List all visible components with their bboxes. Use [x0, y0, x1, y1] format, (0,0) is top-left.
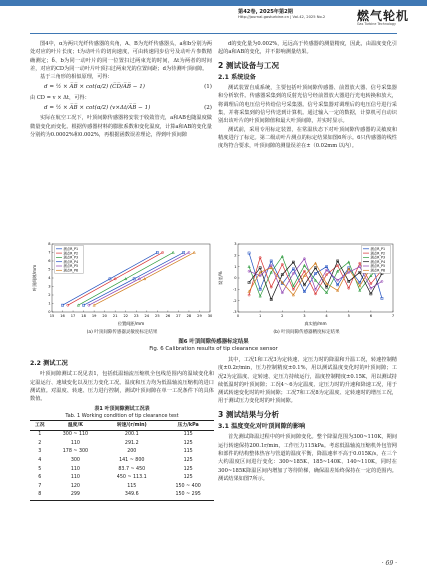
equation-number: (1): [204, 84, 212, 91]
subcaption-a: (a) 叶顶间隙传感器灵敏度标定结果: [86, 330, 158, 335]
table-cell: 150 ~ 295: [162, 491, 214, 500]
equation-number: (2): [204, 105, 212, 112]
legend-label: 测点R_P4: [63, 259, 79, 264]
paragraph: 基于三角形的相似原理，可得：: [40, 74, 113, 81]
x-tick-label: 30: [207, 314, 213, 318]
legend-label: 测点R_P6: [370, 268, 386, 273]
table-cell: 300: [70, 458, 80, 463]
subsection-heading: 2.2 测试工况: [30, 360, 68, 367]
table-cell: 200: [127, 449, 137, 455]
x-tick-label: 29: [197, 314, 202, 318]
legend-label: 测点R_P4: [370, 259, 386, 264]
journal-logo: 燃气轮机: [357, 9, 410, 23]
table-header: 温度/K: [50, 421, 102, 431]
table-cell: 349.6: [101, 491, 162, 500]
header-band: [0, 0, 427, 6]
table-cell: 125: [183, 458, 193, 463]
x-tick-label: 26: [165, 314, 171, 318]
table-row: [30, 465, 214, 474]
table-cell: 2: [38, 440, 42, 446]
y-tick-label: 0: [48, 310, 51, 315]
table-cell: 125: [183, 466, 193, 472]
x-tick-label: 17: [70, 314, 76, 318]
table-row: [30, 431, 214, 440]
data-point: [172, 251, 174, 253]
x-tick-label: 5: [347, 314, 350, 318]
left-column-top: [30, 40, 212, 139]
table-cell: 291.2: [124, 440, 139, 446]
table-row: [30, 483, 214, 492]
table-cell: 125: [183, 440, 193, 446]
paragraph: 测试前，采用专用标定装置，在常温状态下对叶顶间隙传感器的灵敏度和精度进行了标定。第二级动叶片测点的标定结果如图6所示。6只传感器的线性度均符合要求，叶顶间隙的测量误差在±（0.02mm 以内）。: [218, 126, 397, 150]
paragraph: 图4中，α为两只光纤传感器的夹角，A、B为光纤传感器头，a和b分别为两处对应的叶片长度；t为动叶片的切向速度，可由转速同步信号及动叶片参数精确测定；δ、b为同一动叶片的同一位置扫过两束光的时间，Δt为两者的时间差，对应的CD为同一动叶片叶顶扫过两束光的位置间距；d为待测叶顶间隙。: [30, 41, 212, 72]
x-tick-label: 18: [81, 314, 86, 318]
table-cell: 120: [70, 483, 80, 489]
table-cell: 110: [70, 466, 80, 472]
paragraph: 测试装置自成系统，主要包括叶顶间隙传感器、前置放大器、信号采集器和分析软件。传感器采集到的反射光信号经前置放大器进行光电转换和放大，将调理后的电压信号传给信号采集器。信号采集器对调理后的电压信号进行采集，并将采集到的信号传送到计算机。通过输入一定的数据，计算机可自动识别出该叶片的叶顶间隙值和最大叶顶间隙，并实时显示。: [218, 85, 397, 125]
series-line: [84, 253, 184, 306]
figure-caption: [30, 339, 397, 353]
table-cell: 110: [70, 440, 80, 446]
x-tick-label: 4: [325, 314, 328, 318]
paragraph: 由 CD = v × Δt，可得：: [30, 94, 90, 101]
y-tick-label: 8: [48, 242, 51, 247]
legend-label: 测点R_P5: [63, 264, 79, 269]
table-cell: 4: [38, 458, 42, 463]
legend-label: 测点R_P2: [63, 251, 79, 256]
legend-label: 测点R_P5: [370, 264, 386, 269]
journal-header: [0, 0, 427, 34]
table-cell: 150 ~ 400: [175, 483, 201, 489]
y-tick-label: -1: [232, 287, 237, 292]
right-column-bottom: [218, 356, 397, 483]
table-row: [30, 457, 214, 466]
y-tick-label: 0: [234, 276, 237, 281]
x-tick-label: 6: [369, 314, 373, 318]
series-line: [89, 253, 189, 306]
x-tick-label: 1: [258, 314, 262, 318]
section-heading: 3 测试结果与分析: [218, 409, 280, 419]
y-tick-label: -2: [232, 298, 237, 303]
x-tick-label: 16: [60, 314, 65, 318]
x-tick-label: 0: [236, 314, 240, 318]
journal-logo-sub: Gas Turbine Technology: [357, 22, 396, 26]
figure-caption-cn: 图6 叶顶间隙传感器标定结果: [178, 339, 249, 345]
equation-2: [30, 104, 212, 112]
condition-table: [30, 420, 214, 500]
paragraph: 其中，工况1和工况3为定转速、定压力时的降温和升温工况，转速控制精度±0.2r/min，压力控制精度±0.1%，用以测试温度变化时的叶顶间隙；工况2为定温度、定转速、定压力持续运行，温度控制精度±0.15K，用以测试持续低温时的叶顶间隙；工况4～6为定温度、定压力时的升速和降速工况，用于测试转速变化时的叶顶间隙；工况7和工况8为定温度、定转速时的增压工况，用于测试压力变化时的叶顶间隙。: [218, 357, 397, 405]
table-header: 压力/kPa: [162, 421, 214, 431]
table-header: 工况: [30, 421, 50, 431]
x-tick-label: 15: [49, 314, 55, 318]
table-cell: 83.7 ~ 450: [118, 466, 146, 472]
equation-1: [30, 83, 212, 91]
x-axis-label: 真实值/mm: [304, 321, 327, 326]
data-point: [193, 251, 195, 253]
figure-caption-en: Fig. 6 Calibration results of tip clearance sensor: [149, 346, 278, 352]
table-header-row: [30, 421, 214, 431]
table-row: [30, 448, 214, 457]
table-cell: 300 ~ 110: [62, 432, 89, 438]
left-column-bottom: [30, 356, 214, 501]
paragraph: 实际在航空工况下，叶顶间隙传感器将安装于收敛管壳，a和AB也随温度做微量变化而变化。根据传感器材料的膨胀系数和变化温度，计算a和AB的变化量分别约为0.0002%和0.002%，再根据函数误差理论，得到叶顶间隙: [30, 115, 212, 138]
journal-issue: 第42卷, 2025年第2期: [238, 9, 293, 15]
paragraph: 叶顶间隙测试工况见表1，包括低温轴流压缩机全包线范围内的温域变化和定温运行、速域变化以及压力变化工况。温度和压力均为低温轴流压缩机的进口测试值。对温度、转速、压力进行控制，测试叶顶间隙在单一工况条件下的具体数值。: [30, 371, 214, 403]
table-row: [30, 491, 214, 500]
table-cell: 7: [38, 483, 42, 489]
table-cell: 5: [38, 466, 42, 472]
table-cell: 141 ~ 800: [119, 458, 145, 463]
x-tick-label: 3: [303, 314, 306, 318]
equation-text: d = ½ × A̅B̅ × cot(α/2) (C̅D̅/A̅B̅ − 1): [44, 84, 145, 91]
y-tick-label: 4: [48, 276, 51, 281]
legend-label: 测点R_P3: [63, 255, 79, 260]
table-cell: 299: [50, 491, 102, 500]
subsection-heading: 2.1 系统设备: [218, 73, 256, 81]
data-point: [88, 304, 90, 306]
page-number: · 69 ·: [381, 560, 397, 567]
table-cell: 8: [30, 491, 50, 500]
x-tick-label: 28: [186, 314, 192, 318]
table-row: [30, 474, 214, 483]
legend-label: 测点R_P6: [63, 268, 79, 273]
legend-label: 测点R_P1: [63, 247, 79, 251]
y-axis-label: 叶顶间隙/mm: [32, 264, 37, 292]
data-point: [67, 304, 69, 306]
table-cell: 125: [183, 475, 193, 481]
y-tick-label: 2: [234, 253, 237, 258]
right-column-top: [218, 40, 397, 151]
x-tick-label: 25: [155, 314, 160, 318]
table-cell: 3: [38, 449, 42, 455]
legend-label: 测点R_P2: [370, 251, 386, 256]
y-tick-label: 3: [48, 284, 51, 289]
table-cell: 110: [70, 475, 80, 481]
table-caption-cn: 表1 叶顶间隙测试工况表: [94, 406, 150, 413]
table-cell: 1: [38, 432, 42, 438]
header-divider: [30, 33, 397, 34]
x-tick-label: 21: [112, 314, 118, 318]
table-cell: 115: [127, 483, 137, 489]
y-axis-label: 误差/%: [218, 271, 223, 285]
figure-6: [30, 240, 397, 352]
table-cell: 200.1: [124, 432, 139, 438]
x-tick-label: 19: [91, 314, 97, 318]
table-caption-en: Tab. 1 Working condition of tip clearance test: [65, 413, 179, 420]
paragraph: 首先测试降温过程中的叶顶间隙变化。整个降温范围为300~110K，期间运行转速保持200.1r/min，工作压力115kPa。考虑低温轴流压缩机外包管网和部件的结构整体热容与管道的温度平衡，降温速率不高于0.015K/s，在三个大约温度区间进行变化：300~185K、185~140K、140~110K，同时在300~185K降温区间内增加了等待阶梯，确保温差始终保持在一定的范围内。测试结果如图7所示。: [218, 434, 397, 482]
table-cell: 178 ~ 300: [62, 449, 89, 455]
paragraph: d的变化量为0.002%，远远高于传感器的测量精度，因此，由温度变化引起的a和AB的变化，并不影响测量结果。: [218, 41, 397, 56]
equation-text: d = ½ × A̅B̅ × cot(α/2) (v×Δt/A̅B̅ − 1): [44, 105, 151, 112]
table-cell: 450 ~ 113.1: [116, 475, 147, 481]
y-tick-label: 2: [48, 293, 51, 298]
y-tick-label: 7: [48, 250, 51, 255]
x-tick-label: 7: [391, 314, 395, 318]
series-line: [78, 253, 173, 306]
x-axis-label: 位置间距/mm: [117, 321, 145, 326]
x-tick-label: 23: [133, 314, 139, 318]
y-tick-label: 1: [48, 301, 51, 306]
y-tick-label: 3: [234, 242, 237, 247]
table-header: 转速/(r/min): [101, 421, 162, 431]
legend-label: 测点R_P1: [370, 247, 386, 251]
x-tick-label: 2: [281, 314, 284, 318]
table-cell: 115: [183, 432, 193, 438]
x-tick-label: 22: [123, 314, 129, 318]
x-tick-label: 24: [144, 314, 150, 318]
legend-label: 测点R_P3: [370, 255, 386, 260]
y-tick-label: -3: [232, 310, 237, 315]
table-cell: 6: [38, 475, 42, 481]
section-heading: 2 测试设备与工况: [218, 60, 280, 70]
subsection-heading: 3.1 温度变化对叶顶间隙的影响: [218, 423, 306, 431]
subcaption-b: (b) 叶顶间隙传感器精度标定结果: [273, 330, 340, 335]
y-tick-label: 5: [48, 267, 51, 272]
table-row: [30, 440, 214, 449]
journal-url: Http://journal.gasturbine.cn | Vol.42, 2025 No.2: [238, 15, 326, 19]
table-caption: [30, 406, 214, 420]
x-tick-label: 20: [102, 314, 107, 318]
x-tick-label: 27: [176, 314, 181, 318]
chart-accuracy: [216, 240, 397, 328]
y-tick-label: 6: [48, 259, 51, 264]
y-tick-label: 1: [234, 264, 237, 269]
table-cell: 115: [183, 449, 193, 455]
chart-sensitivity: [30, 240, 214, 328]
